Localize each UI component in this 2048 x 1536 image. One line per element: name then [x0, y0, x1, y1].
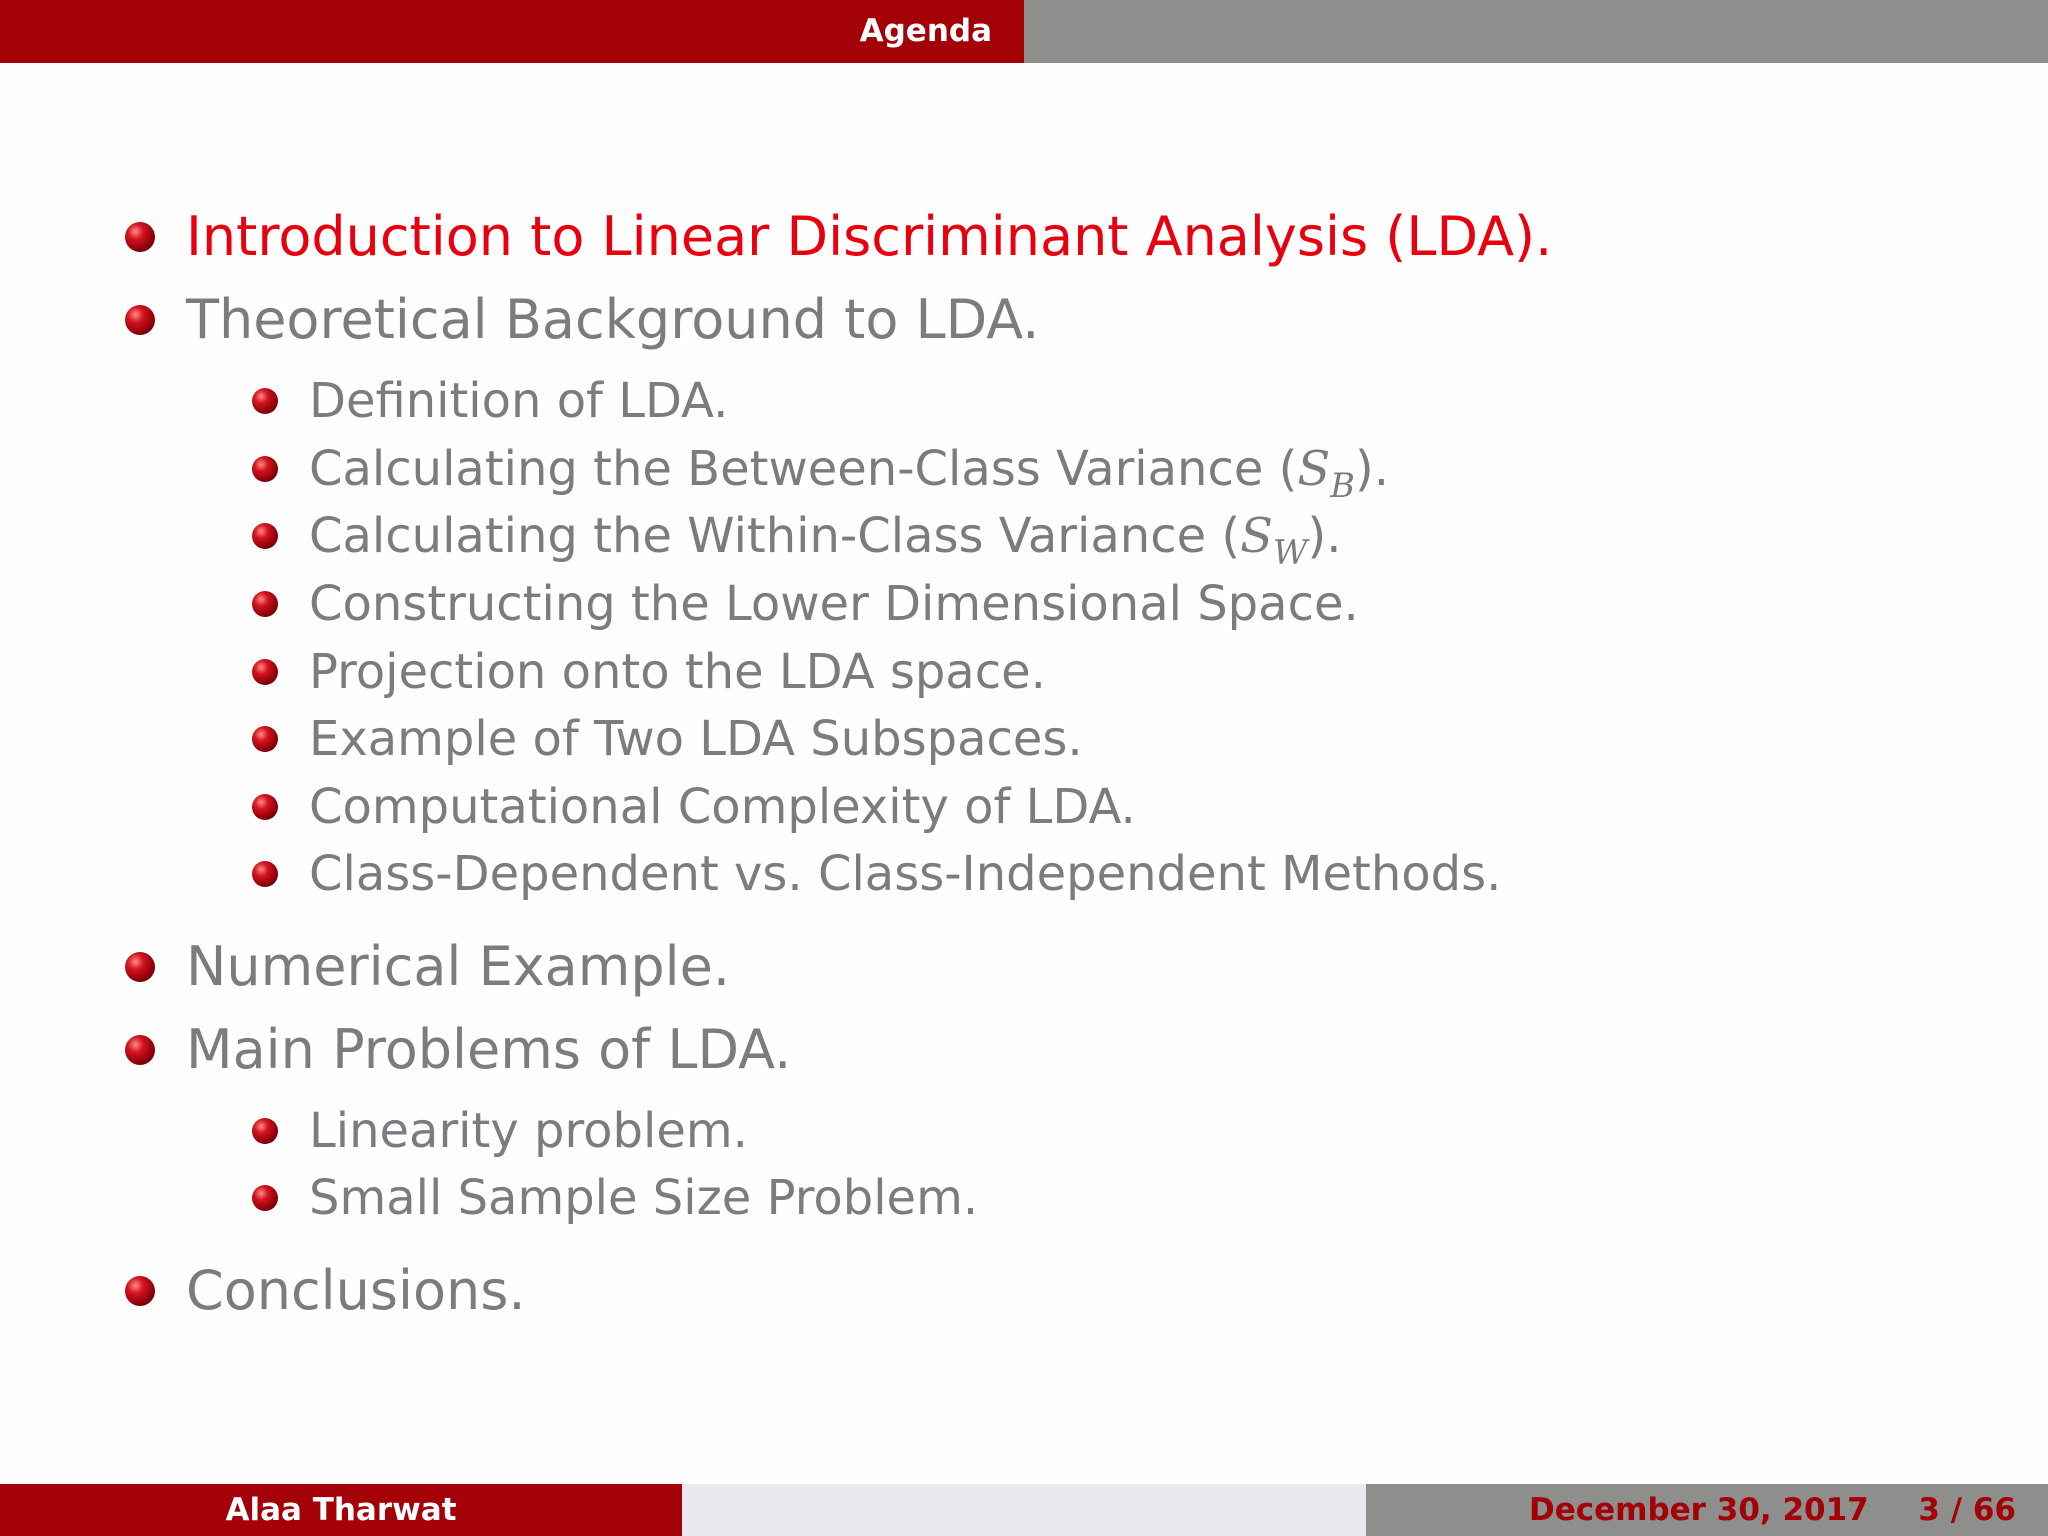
math-subscript-b: B	[1330, 465, 1355, 505]
agenda-subitem-two-subspaces: Example of Two LDA Subspaces.	[309, 711, 1083, 767]
agenda-subitem-projection: Projection onto the LDA space.	[309, 644, 1046, 700]
agenda-subitem-linearity-problem: Linearity problem.	[309, 1103, 748, 1159]
sub-bullet-icon	[252, 456, 278, 482]
bullet-icon	[125, 1276, 155, 1306]
sub-bullet-icon	[252, 523, 278, 549]
math-subscript-w: W	[1273, 532, 1308, 572]
bullet-icon	[125, 952, 155, 982]
sub-bullet-icon	[252, 591, 278, 617]
section-title: Agenda	[859, 13, 992, 49]
agenda-subitem-within-class-suffix: ).	[1307, 508, 1342, 564]
bullet-icon	[125, 1035, 155, 1065]
sub-bullet-icon	[252, 861, 278, 887]
sub-bullet-icon	[252, 1185, 278, 1211]
agenda-subitem-between-class-text: Calculating the Between-Class Variance (	[309, 441, 1298, 497]
agenda-subitem-computational-complexity: Computational Complexity of LDA.	[309, 779, 1136, 835]
footer-middle-section	[682, 1484, 1366, 1536]
sub-bullet-icon	[252, 388, 278, 414]
math-symbol-s	[1297, 441, 1355, 505]
bullet-icon	[125, 222, 155, 252]
agenda-item-introduction: Introduction to Linear Discriminant Analysis (LDA).	[186, 205, 1553, 268]
agenda-item-theoretical-background: Theoretical Background to LDA.	[186, 288, 1040, 351]
agenda-item-main-problems: Main Problems of LDA.	[186, 1018, 792, 1081]
page-number: 3 / 66	[1918, 1492, 2016, 1528]
bullet-icon	[125, 305, 155, 335]
agenda-subitem-definition: Definition of LDA.	[309, 373, 729, 429]
footer-right-section	[1366, 1484, 2048, 1536]
agenda-subitem-small-sample-size: Small Sample Size Problem.	[309, 1170, 979, 1226]
header-section-right	[1024, 0, 2048, 63]
footer-author: Alaa Tharwat	[0, 1484, 682, 1536]
footer-bar	[0, 1484, 2048, 1536]
agenda-subitem-within-class-text: Calculating the Within-Class Variance (	[309, 508, 1241, 564]
math-symbol-s	[1240, 508, 1308, 572]
agenda-subitem-within-class-variance	[309, 503, 1342, 572]
agenda-subitem-between-class-suffix: ).	[1354, 441, 1389, 497]
header-bar	[0, 0, 2048, 63]
footer-date: December 30, 2017	[1529, 1492, 1869, 1528]
sub-bullet-icon	[252, 794, 278, 820]
agenda-subitem-lower-dimensional-space: Constructing the Lower Dimensional Space.	[309, 576, 1359, 632]
math-symbol-s-base: S	[1297, 441, 1331, 497]
agenda-item-numerical-example: Numerical Example.	[186, 935, 731, 998]
agenda-subitem-class-dependent-methods: Class-Dependent vs. Class-Independent Methods.	[309, 846, 1502, 902]
agenda-subitem-between-class-variance	[309, 436, 1389, 505]
sub-bullet-icon	[252, 659, 278, 685]
agenda-item-conclusions: Conclusions.	[186, 1259, 526, 1322]
header-section-left	[0, 0, 1024, 63]
sub-bullet-icon	[252, 726, 278, 752]
math-symbol-s-base: S	[1240, 508, 1273, 564]
sub-bullet-icon	[252, 1118, 278, 1144]
